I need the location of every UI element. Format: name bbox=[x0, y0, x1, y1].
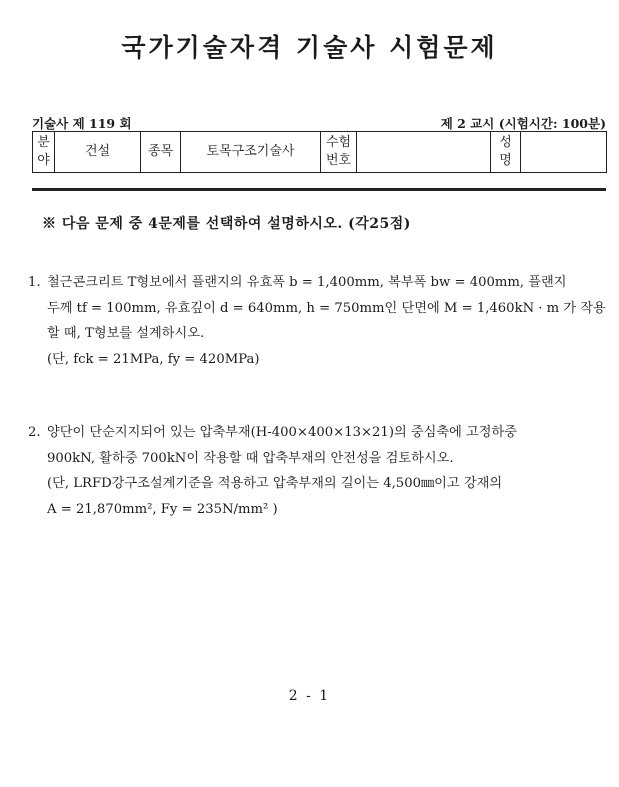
question-line: 두께 tf = 100mm, 유효깊이 d = 640mm, h = 750mm인 단면에 M = 1,460kN · m 가 작용 bbox=[47, 300, 606, 316]
question-line: 할 때, T형보를 설계하시오. bbox=[47, 326, 205, 341]
category-value: 토목구조기술사 bbox=[181, 132, 321, 173]
exam-round: 기술사 제 119 회 bbox=[32, 116, 132, 131]
name-field[interactable] bbox=[521, 132, 607, 173]
question-1 bbox=[28, 270, 608, 372]
field-label: 분야 bbox=[33, 132, 55, 173]
name-label: 성명 bbox=[491, 132, 521, 173]
question-line: 철근콘크리트 T형보에서 플랜지의 유효폭 b = 1,400mm, 복부폭 bw = 400mm, 플랜지 bbox=[47, 275, 567, 290]
instruction-text: ※ 다음 문제 중 4문제를 선택하여 설명하시오. (각25점) bbox=[42, 216, 411, 232]
header-divider bbox=[32, 188, 606, 191]
session-info: 제 2 교시 (시험시간: 100분) bbox=[440, 116, 606, 131]
category-label: 종목 bbox=[141, 132, 181, 173]
field-value: 건설 bbox=[55, 132, 141, 173]
question-number: 1. bbox=[28, 275, 41, 290]
question-2 bbox=[28, 420, 608, 522]
question-line: 양단이 단순지지되어 있는 압축부재(H-400×400×13×21)의 중심축에 고정하중 bbox=[47, 425, 517, 440]
question-number: 2. bbox=[28, 425, 41, 440]
question-line: A = 21,870mm², Fy = 235N/mm² ) bbox=[47, 501, 278, 517]
exam-info-line bbox=[32, 114, 606, 130]
question-line: (단, LRFD강구조설계기준을 적용하고 압축부재의 길이는 4,500㎜이고 강재의 bbox=[47, 476, 503, 491]
examinee-number-field[interactable] bbox=[357, 132, 491, 173]
question-line: (단, fck = 21MPa, fy = 420MPa) bbox=[47, 351, 260, 367]
examinee-number-label: 수험번호 bbox=[321, 132, 357, 173]
page-title: 국가기술자격 기술사 시험문제 bbox=[121, 33, 498, 62]
page-number: 2 - 1 bbox=[288, 688, 331, 704]
exam-info-table bbox=[32, 131, 607, 173]
question-line: 900kN, 활하중 700kN이 작용할 때 압축부재의 안전성을 검토하시오. bbox=[47, 450, 454, 466]
